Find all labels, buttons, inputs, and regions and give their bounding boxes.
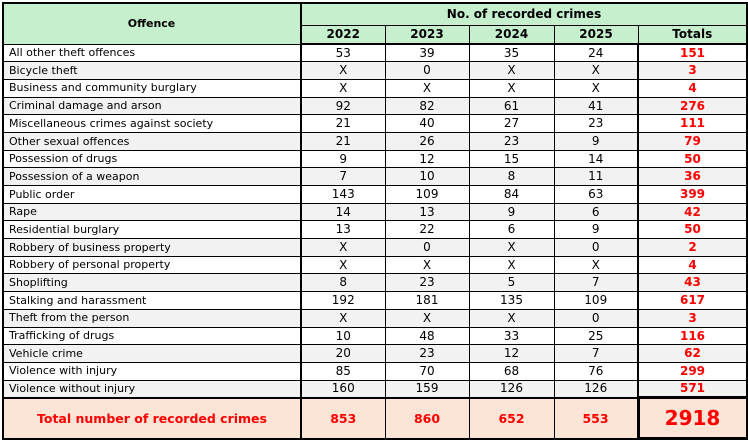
year-value-cell: 21	[301, 132, 385, 150]
year-value-cell: X	[301, 309, 385, 327]
year-value-cell: 39	[385, 44, 469, 62]
offence-cell: Vehicle crime	[3, 345, 301, 363]
table-row	[3, 203, 747, 221]
year-value-cell: X	[554, 79, 638, 97]
year-value-cell: 41	[554, 97, 638, 115]
year-value-cell: 9	[554, 132, 638, 150]
table-row	[3, 168, 747, 186]
column-total-2024: 652	[469, 398, 554, 439]
year-value-cell: 10	[301, 327, 385, 345]
year-value-cell: 22	[385, 221, 469, 239]
year-value-cell: 53	[301, 44, 385, 62]
year-value-cell: 12	[469, 345, 554, 363]
offence-cell: Violence without injury	[3, 380, 301, 398]
table-row	[3, 44, 747, 62]
recorded-crimes-group-header: No. of recorded crimes	[301, 3, 747, 25]
year-value-cell: X	[301, 62, 385, 80]
year-value-cell: 76	[554, 362, 638, 380]
year-value-cell: 27	[469, 115, 554, 133]
row-total-cell: 79	[638, 132, 747, 150]
table-row	[3, 309, 747, 327]
table-row	[3, 150, 747, 168]
year-value-cell: 33	[469, 327, 554, 345]
year-value-cell: 126	[469, 380, 554, 398]
year-value-cell: 68	[469, 362, 554, 380]
row-total-cell: 4	[638, 256, 747, 274]
year-value-cell: 70	[385, 362, 469, 380]
header-group-row	[3, 3, 747, 25]
table-row	[3, 380, 747, 398]
table-body	[3, 44, 747, 398]
year-value-cell: 6	[554, 203, 638, 221]
offence-cell: Miscellaneous crimes against society	[3, 115, 301, 133]
year-value-cell: 5	[469, 274, 554, 292]
table-row	[3, 115, 747, 133]
year-value-cell: 7	[554, 345, 638, 363]
row-total-cell: 3	[638, 309, 747, 327]
table-row	[3, 345, 747, 363]
table-row	[3, 256, 747, 274]
recorded-crimes-table	[2, 2, 748, 440]
year-value-cell: 0	[385, 62, 469, 80]
table-row	[3, 97, 747, 115]
year-value-cell: 8	[469, 168, 554, 186]
table-row	[3, 239, 747, 257]
table-row	[3, 362, 747, 380]
table-row	[3, 327, 747, 345]
year-value-cell: 181	[385, 292, 469, 310]
offence-cell: Stalking and harassment	[3, 292, 301, 310]
year-value-cell: X	[469, 62, 554, 80]
offence-column-header: Offence	[3, 3, 301, 44]
year-value-cell: 92	[301, 97, 385, 115]
row-total-cell: 50	[638, 150, 747, 168]
offence-cell: Other sexual offences	[3, 132, 301, 150]
year-value-cell: X	[385, 309, 469, 327]
year-value-cell: X	[469, 309, 554, 327]
year-value-cell: X	[385, 256, 469, 274]
year-value-cell: 26	[385, 132, 469, 150]
row-total-cell: 3	[638, 62, 747, 80]
year-value-cell: 160	[301, 380, 385, 398]
year-value-cell: 12	[385, 150, 469, 168]
year-value-cell: X	[385, 79, 469, 97]
year-value-cell: X	[301, 239, 385, 257]
table-footer	[3, 398, 747, 439]
year-value-cell: 10	[385, 168, 469, 186]
year-value-cell: 9	[554, 221, 638, 239]
year-value-cell: 126	[554, 380, 638, 398]
column-total-2023: 860	[385, 398, 469, 439]
year-value-cell: 109	[385, 186, 469, 204]
row-total-cell: 43	[638, 274, 747, 292]
offence-cell: Possession of drugs	[3, 150, 301, 168]
year-value-cell: 7	[301, 168, 385, 186]
row-total-cell: 4	[638, 79, 747, 97]
row-total-cell: 571	[638, 380, 747, 398]
year-value-cell: 15	[469, 150, 554, 168]
grand-total-value: 2918	[638, 398, 747, 439]
year-header-2023: 2023	[385, 25, 469, 44]
year-value-cell: 143	[301, 186, 385, 204]
offence-cell: Possession of a weapon	[3, 168, 301, 186]
offence-cell: Theft from the person	[3, 309, 301, 327]
year-value-cell: 85	[301, 362, 385, 380]
row-total-cell: 276	[638, 97, 747, 115]
year-value-cell: 84	[469, 186, 554, 204]
table-row	[3, 79, 747, 97]
year-value-cell: 6	[469, 221, 554, 239]
year-value-cell: 21	[301, 115, 385, 133]
year-value-cell: 13	[385, 203, 469, 221]
offence-cell: Violence with injury	[3, 362, 301, 380]
year-value-cell: X	[554, 62, 638, 80]
year-value-cell: 14	[301, 203, 385, 221]
year-value-cell: 23	[385, 345, 469, 363]
year-value-cell: 20	[301, 345, 385, 363]
year-value-cell: 23	[469, 132, 554, 150]
offence-cell: Trafficking of drugs	[3, 327, 301, 345]
year-value-cell: 159	[385, 380, 469, 398]
row-total-cell: 62	[638, 345, 747, 363]
row-total-cell: 36	[638, 168, 747, 186]
table-row	[3, 186, 747, 204]
year-value-cell: 192	[301, 292, 385, 310]
year-value-cell: 40	[385, 115, 469, 133]
offence-cell: All other theft offences	[3, 44, 301, 62]
year-value-cell: 82	[385, 97, 469, 115]
table-row	[3, 292, 747, 310]
offence-cell: Business and community burglary	[3, 79, 301, 97]
year-value-cell: 61	[469, 97, 554, 115]
year-value-cell: 0	[385, 239, 469, 257]
year-value-cell: 24	[554, 44, 638, 62]
row-total-cell: 111	[638, 115, 747, 133]
grand-total-row	[3, 398, 747, 439]
table-header	[3, 3, 747, 44]
year-value-cell: 0	[554, 309, 638, 327]
year-value-cell: 135	[469, 292, 554, 310]
year-value-cell: 23	[554, 115, 638, 133]
year-value-cell: 13	[301, 221, 385, 239]
row-total-cell: 299	[638, 362, 747, 380]
year-value-cell: 63	[554, 186, 638, 204]
row-total-cell: 617	[638, 292, 747, 310]
year-value-cell: 9	[301, 150, 385, 168]
year-value-cell: X	[469, 256, 554, 274]
table-row	[3, 132, 747, 150]
offence-cell: Criminal damage and arson	[3, 97, 301, 115]
row-total-cell: 151	[638, 44, 747, 62]
year-value-cell: 11	[554, 168, 638, 186]
row-total-cell: 399	[638, 186, 747, 204]
year-value-cell: X	[554, 256, 638, 274]
offence-cell: Robbery of personal property	[3, 256, 301, 274]
year-value-cell: 9	[469, 203, 554, 221]
row-total-cell: 2	[638, 239, 747, 257]
year-value-cell: X	[301, 256, 385, 274]
year-value-cell: 35	[469, 44, 554, 62]
year-value-cell: 0	[554, 239, 638, 257]
offence-cell: Bicycle theft	[3, 62, 301, 80]
year-value-cell: 109	[554, 292, 638, 310]
totals-column-header: Totals	[638, 25, 747, 44]
table-row	[3, 221, 747, 239]
row-total-cell: 50	[638, 221, 747, 239]
offence-cell: Residential burglary	[3, 221, 301, 239]
table-row	[3, 274, 747, 292]
year-value-cell: X	[301, 79, 385, 97]
offence-cell: Robbery of business property	[3, 239, 301, 257]
offence-cell: Shoplifting	[3, 274, 301, 292]
year-header-2022: 2022	[301, 25, 385, 44]
column-total-2025: 553	[554, 398, 638, 439]
table-row	[3, 62, 747, 80]
year-value-cell: 8	[301, 274, 385, 292]
year-value-cell: 48	[385, 327, 469, 345]
year-header-2025: 2025	[554, 25, 638, 44]
year-value-cell: X	[469, 79, 554, 97]
row-total-cell: 116	[638, 327, 747, 345]
offence-cell: Rape	[3, 203, 301, 221]
grand-total-label: Total number of recorded crimes	[3, 398, 301, 439]
year-value-cell: 14	[554, 150, 638, 168]
year-value-cell: X	[469, 239, 554, 257]
year-header-2024: 2024	[469, 25, 554, 44]
row-total-cell: 42	[638, 203, 747, 221]
offence-cell: Public order	[3, 186, 301, 204]
year-value-cell: 7	[554, 274, 638, 292]
year-value-cell: 25	[554, 327, 638, 345]
year-value-cell: 23	[385, 274, 469, 292]
column-total-2022: 853	[301, 398, 385, 439]
